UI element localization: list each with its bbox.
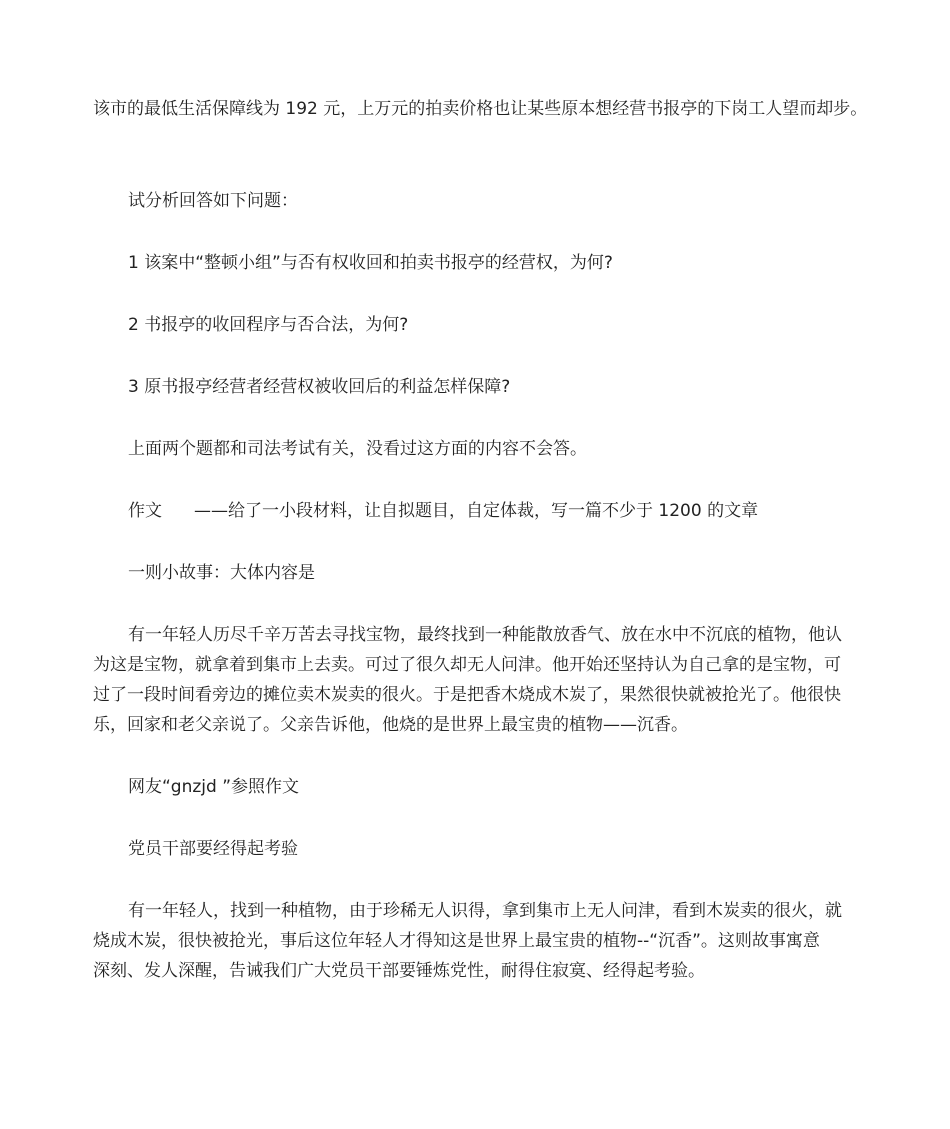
essay-line: 深刻、发人深醒，告诫我们广大党员干部要锤炼党性，耐得住寂寞、经得起考验。	[93, 961, 705, 981]
story-intro: 一则小故事：大体内容是	[128, 563, 315, 583]
netizen-reference: 网友“gnzjd ”参照作文	[128, 777, 300, 797]
essay-label: 作文	[128, 501, 162, 521]
essay-paragraph	[93, 896, 913, 986]
question-2: 2 书报亭的收回程序与否合法，为何?	[128, 315, 409, 335]
question-3: 3 原书报亭经营者经营权被收回后的利益怎样保障?	[128, 377, 511, 397]
story-line: 有一年轻人历尽千辛万苦去寻找宝物，最终找到一种能散放香气、放在水中不沉底的植物，他认	[128, 625, 842, 645]
essay-description: ——给了一小段材料，让自拟题目，自定体裁，写一篇不少于 1200 的文章	[194, 501, 759, 521]
story-paragraph	[93, 620, 913, 740]
essay-heading	[93, 496, 913, 526]
paragraph-auction-price: 该市的最低生活保障线为 192 元，上万元的拍卖价格也让某些原本想经营书报亭的下岗工人望而却步。	[93, 99, 868, 119]
paragraph-analysis-prompt: 试分析回答如下问题：	[128, 191, 298, 211]
essay-line: 有一年轻人，找到一种植物，由于珍稀无人识得，拿到集市上无人问津，看到木炭卖的很火，就	[128, 901, 842, 921]
story-line: 乐，回家和老父亲说了。父亲告诉他，他烧的是世界上最宝贵的植物——沉香。	[93, 715, 688, 735]
essay-title: 党员干部要经得起考验	[128, 839, 298, 859]
story-line: 过了一段时间看旁边的摊位卖木炭卖的很火。于是把香木烧成木炭了，果然很快就被抢光了。他很快	[93, 685, 841, 705]
question-1: 1 该案中“整顿小组”与否有权收回和拍卖书报亭的经营权，为何?	[128, 253, 613, 273]
story-line: 为这是宝物，就拿着到集市上去卖。可过了很久却无人问津。他开始还坚持认为自己拿的是宝物，可	[93, 655, 841, 675]
essay-line: 烧成木炭，很快被抢光，事后这位年轻人才得知这是世界上最宝贵的植物--“沉香”。这则故事寓意	[93, 931, 820, 951]
paragraph-law-exam-note: 上面两个题都和司法考试有关，没看过这方面的内容不会答。	[128, 439, 587, 459]
